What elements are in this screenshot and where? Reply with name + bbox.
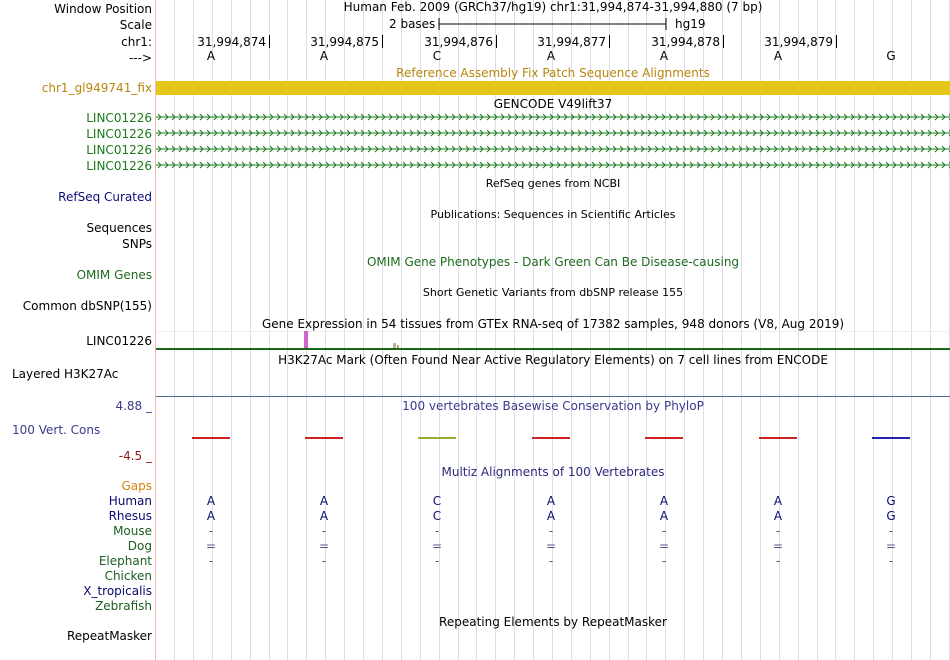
track-title-gencode: GENCODE V49lift37: [493, 97, 613, 111]
multiz-aligned-base: =: [658, 539, 670, 553]
multiz-aligned-base: -: [548, 554, 554, 568]
track-label-refseq[interactable]: RefSeq Curated: [58, 190, 152, 204]
reference-base: A: [546, 49, 556, 63]
reference-base: A: [773, 49, 783, 63]
track-label-repeatmasker[interactable]: RepeatMasker: [66, 629, 152, 643]
ruler-tick: [382, 35, 383, 48]
multiz-aligned-base: -: [548, 524, 554, 538]
track-title-h3k27ac: H3K27Ac Mark (Often Found Near Active Regulatory Elements) on 7 cell lines from ENCODE: [278, 353, 828, 367]
window-position-value: Human Feb. 2009 (GRCh37/hg19) chr1:31,994,874-31,994,880 (7 bp): [343, 0, 763, 14]
gtex-expression-bar[interactable]: [304, 331, 308, 348]
track-label-gtex[interactable]: LINC01226: [86, 334, 152, 348]
chrom-label: chr1:: [121, 35, 152, 49]
species-label-mouse[interactable]: Mouse: [113, 524, 152, 538]
h3k27ac-signal-line: [156, 396, 950, 397]
multiz-aligned-base: -: [434, 554, 440, 568]
multiz-aligned-base: =: [318, 539, 330, 553]
track-data-area[interactable]: [156, 0, 950, 660]
track-label-publications[interactable]: Sequences: [86, 221, 152, 235]
ruler-position-label: 31,994,877: [537, 35, 606, 49]
multiz-aligned-base: =: [545, 539, 557, 553]
track-title-publications: Publications: Sequences in Scientific Articles: [430, 208, 676, 221]
ruler-position-label: 31,994,874: [197, 35, 266, 49]
phylop-min-label: -4.5 _: [118, 449, 152, 463]
ruler-tick: [836, 35, 837, 48]
multiz-aligned-base: =: [205, 539, 217, 553]
phylop-score-mark[interactable]: [532, 437, 570, 439]
scale-bar: [438, 17, 668, 33]
multiz-aligned-base: A: [659, 509, 669, 523]
multiz-aligned-base: -: [888, 524, 894, 538]
multiz-aligned-base: A: [546, 509, 556, 523]
track-label-column: [0, 0, 155, 660]
track-title-repeatmasker: Repeating Elements by RepeatMasker: [439, 615, 667, 629]
reference-base: A: [659, 49, 669, 63]
scale-assembly-text: hg19: [675, 17, 706, 31]
track-title-multiz: Multiz Alignments of 100 Vertebrates: [441, 465, 665, 479]
ruler-tick: [723, 35, 724, 48]
species-label-xtropicalis[interactable]: X_tropicalis: [83, 584, 152, 598]
track-label-gencode-2[interactable]: LINC01226: [86, 127, 152, 141]
species-label-chicken[interactable]: Chicken: [104, 569, 152, 583]
phylop-score-mark[interactable]: [192, 437, 230, 439]
phylop-score-mark[interactable]: [645, 437, 683, 439]
multiz-aligned-base: G: [886, 494, 896, 508]
track-title-omim: OMIM Gene Phenotypes - Dark Green Can Be Disease-causing: [366, 255, 740, 269]
reference-base: A: [319, 49, 329, 63]
track-title-phylop: 100 vertebrates Basewise Conservation by PhyloP: [402, 399, 704, 413]
multiz-aligned-base: A: [773, 494, 783, 508]
scale-length-text: 2 bases: [389, 17, 436, 31]
multiz-aligned-base: -: [208, 524, 214, 538]
scale-label: Scale: [119, 18, 152, 32]
track-title-dbsnp: Short Genetic Variants from dbSNP release 155: [422, 286, 684, 299]
window-position-label: Window Position: [54, 2, 152, 16]
reference-base: A: [206, 49, 216, 63]
multiz-aligned-base: -: [321, 554, 327, 568]
track-label-h3k27ac[interactable]: Layered H3K27Ac: [12, 367, 119, 381]
multiz-aligned-base: -: [208, 554, 214, 568]
phylop-max-label: 4.88 _: [115, 399, 152, 413]
multiz-aligned-base: A: [319, 509, 329, 523]
track-label-snps[interactable]: SNPs: [122, 237, 152, 251]
track-label-gencode-1[interactable]: LINC01226: [86, 111, 152, 125]
track-title-fix-patch: Reference Assembly Fix Patch Sequence Alignments: [396, 66, 710, 80]
ruler-tick: [269, 35, 270, 48]
gencode-transcript-line[interactable]: [156, 160, 950, 170]
track-title-gtex: Gene Expression in 54 tissues from GTEx RNA-seq of 17382 samples, 948 donors (V8, Aug 2019): [261, 317, 845, 331]
species-label-rhesus[interactable]: Rhesus: [108, 509, 152, 523]
ruler-position-label: 31,994,875: [310, 35, 379, 49]
track-title-refseq: RefSeq genes from NCBI: [485, 177, 621, 190]
reference-base: G: [886, 49, 896, 63]
multiz-aligned-base: A: [546, 494, 556, 508]
phylop-score-mark[interactable]: [759, 437, 797, 439]
species-label-dog[interactable]: Dog: [127, 539, 152, 553]
track-label-gencode-4[interactable]: LINC01226: [86, 159, 152, 173]
multiz-aligned-base: -: [775, 554, 781, 568]
ruler-position-label: 31,994,879: [764, 35, 833, 49]
gencode-transcript-line[interactable]: [156, 144, 950, 154]
phylop-score-mark[interactable]: [305, 437, 343, 439]
multiz-aligned-base: G: [886, 509, 896, 523]
multiz-gaps-label: Gaps: [121, 479, 152, 493]
multiz-aligned-base: A: [206, 509, 216, 523]
gtex-plot-area: [156, 331, 950, 349]
track-label-dbsnp[interactable]: Common dbSNP(155): [22, 299, 152, 313]
track-label-phylop[interactable]: 100 Vert. Cons: [12, 423, 101, 437]
species-label-zebrafish[interactable]: Zebrafish: [95, 599, 152, 613]
multiz-aligned-base: -: [775, 524, 781, 538]
species-label-human[interactable]: Human: [108, 494, 152, 508]
strand-label: --->: [128, 51, 152, 65]
track-label-omim[interactable]: OMIM Genes: [76, 268, 152, 282]
multiz-aligned-base: -: [661, 524, 667, 538]
multiz-aligned-base: C: [432, 494, 442, 508]
phylop-score-mark[interactable]: [872, 437, 910, 439]
multiz-aligned-base: A: [659, 494, 669, 508]
reference-base: C: [432, 49, 442, 63]
fix-patch-alignment-bar[interactable]: [156, 81, 950, 95]
multiz-aligned-base: =: [772, 539, 784, 553]
multiz-aligned-base: A: [773, 509, 783, 523]
multiz-aligned-base: =: [885, 539, 897, 553]
ruler-tick: [609, 35, 610, 48]
multiz-aligned-base: A: [206, 494, 216, 508]
ruler-tick: [496, 35, 497, 48]
multiz-aligned-base: -: [321, 524, 327, 538]
multiz-aligned-base: =: [431, 539, 443, 553]
track-label-fix-patch[interactable]: chr1_gl949741_fix: [41, 81, 152, 95]
multiz-aligned-base: A: [319, 494, 329, 508]
multiz-aligned-base: -: [434, 524, 440, 538]
phylop-score-mark[interactable]: [418, 437, 456, 439]
multiz-aligned-base: C: [432, 509, 442, 523]
multiz-aligned-base: -: [661, 554, 667, 568]
gtex-baseline: [156, 348, 950, 350]
ruler-position-label: 31,994,876: [424, 35, 493, 49]
species-label-elephant[interactable]: Elephant: [98, 554, 152, 568]
gencode-transcript-line[interactable]: [156, 112, 950, 122]
multiz-aligned-base: -: [888, 554, 894, 568]
ruler-position-label: 31,994,878: [651, 35, 720, 49]
track-label-gencode-3[interactable]: LINC01226: [86, 143, 152, 157]
gencode-transcript-line[interactable]: [156, 128, 950, 138]
